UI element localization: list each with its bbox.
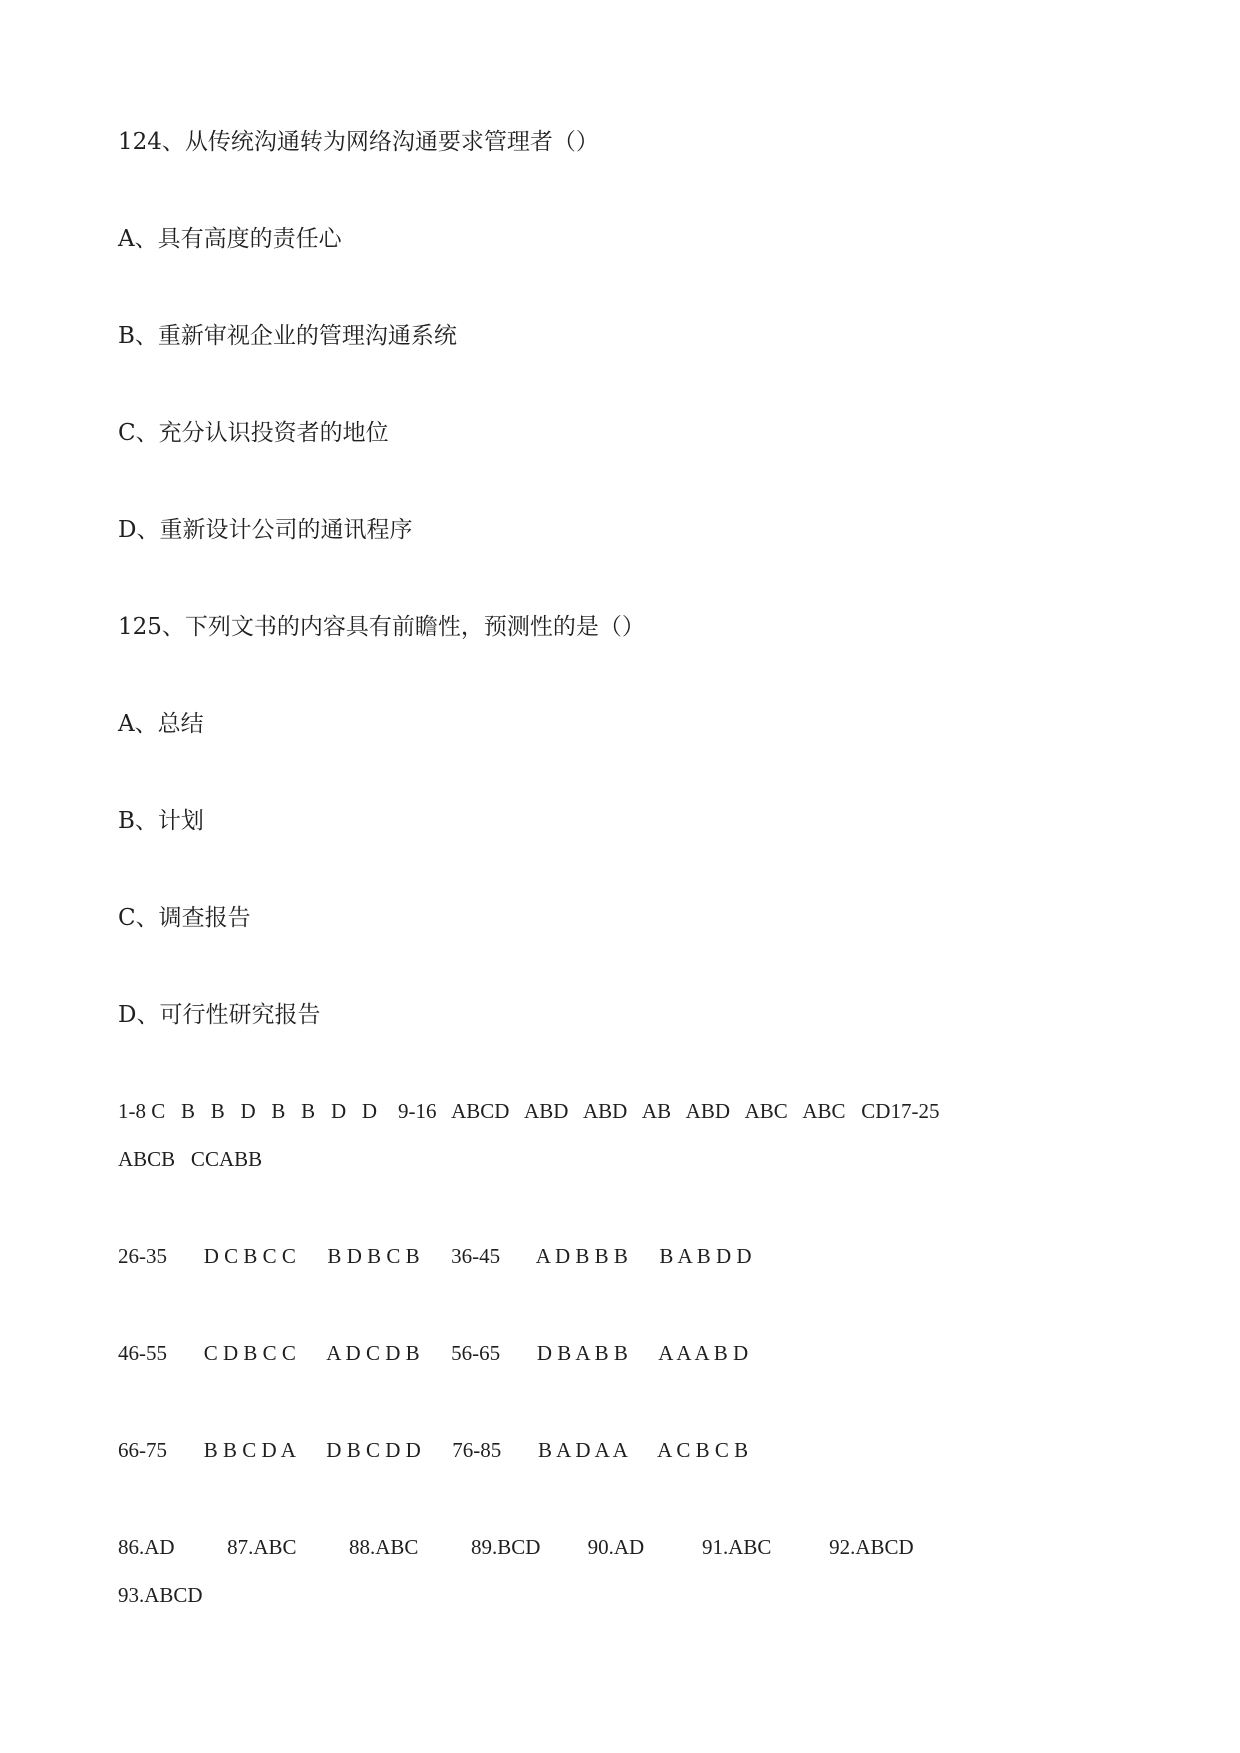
question-124-option-c: C、充分认识投资者的地位 (118, 420, 389, 446)
question-125-option-a: A、总结 (118, 711, 204, 737)
question-124-option-a: A、具有高度的责任心 (118, 226, 342, 252)
answer-key-86-92: 86.AD 87.ABC 88.ABC 89.BCD 90.AD 91.ABC 92.ABCD (118, 1535, 914, 1559)
question-125-option-c: C、调查报告 (118, 905, 251, 931)
question-124-option-b: B、重新审视企业的管理沟通系统 (118, 323, 457, 349)
question-125-option-d: D、可行性研究报告 (118, 1002, 321, 1028)
question-125-option-b: B、计划 (118, 808, 204, 834)
question-124-stem: 124、从传统沟通转为网络沟通要求管理者（） (118, 129, 599, 155)
question-124-option-d: D、重新设计公司的通讯程序 (118, 517, 413, 543)
answer-key-26-45: 26-35 D C B C C B D B C B 36-45 A D B B B B A B D D (118, 1244, 752, 1268)
answer-key-66-85: 66-75 B B C D A D B C D D 76-85 B A D A A A C B C B (118, 1438, 749, 1462)
answer-key-1-25-line1: 1-8 C B B D B B D D 9-16 ABCD ABD ABD AB ABD ABC ABC CD17-25 (118, 1099, 940, 1123)
answer-key-46-65: 46-55 C D B C C A D C D B 56-65 D B A B B A A A B D (118, 1341, 749, 1365)
answer-key-93: 93.ABCD (118, 1583, 203, 1607)
answer-key-1-25-line2: ABCB CCABB (118, 1147, 263, 1171)
question-125-stem: 125、下列文书的内容具有前瞻性，预测性的是（） (118, 614, 645, 640)
